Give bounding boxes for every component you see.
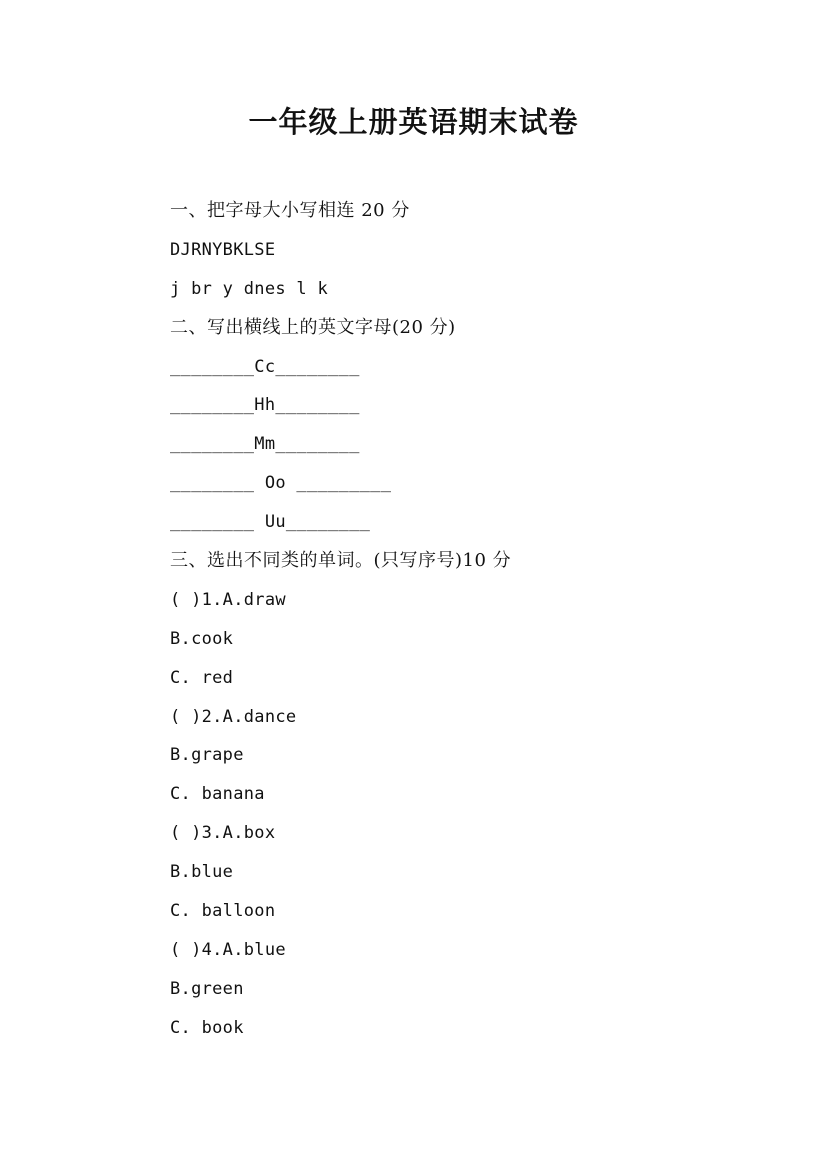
uppercase-letters: DJRNYBKLSE <box>170 239 276 260</box>
question-1-option-b: B.cook <box>170 628 234 649</box>
page-title: 一年级上册英语期末试卷 <box>248 105 579 139</box>
blank-line-hh: ________Hh________ <box>170 395 360 416</box>
question-2-option-a: ( )2.A.dance <box>170 706 297 727</box>
section-1-heading: 一、把字母大小写相连 20 分 <box>170 200 410 221</box>
section-2-heading: 二、写出横线上的英文字母(20 分) <box>170 316 456 338</box>
question-4-option-b: B.green <box>170 978 244 999</box>
lowercase-letters: j br y dnes l k <box>170 278 329 299</box>
question-3-option-a: ( )3.A.box <box>170 823 276 844</box>
blank-line-oo: ________ Oo _________ <box>170 473 392 494</box>
blank-line-mm: ________Mm________ <box>170 434 360 455</box>
blank-line-uu: ________ Uu________ <box>170 512 371 533</box>
question-3-option-c: C. balloon <box>170 901 276 922</box>
question-2-option-c: C. banana <box>170 784 265 805</box>
question-1-option-c: C. red <box>170 667 234 688</box>
section-3-heading: 三、选出不同类的单词。(只写序号)10 分 <box>170 550 512 572</box>
exam-body <box>170 192 770 1048</box>
question-4-option-a: ( )4.A.blue <box>170 939 286 960</box>
question-1-option-a: ( )1.A.draw <box>170 589 286 610</box>
blank-line-cc: ________Cc________ <box>170 356 360 377</box>
question-2-option-b: B.grape <box>170 745 244 766</box>
question-3-option-b: B.blue <box>170 862 234 883</box>
question-4-option-c: C. book <box>170 1017 244 1038</box>
